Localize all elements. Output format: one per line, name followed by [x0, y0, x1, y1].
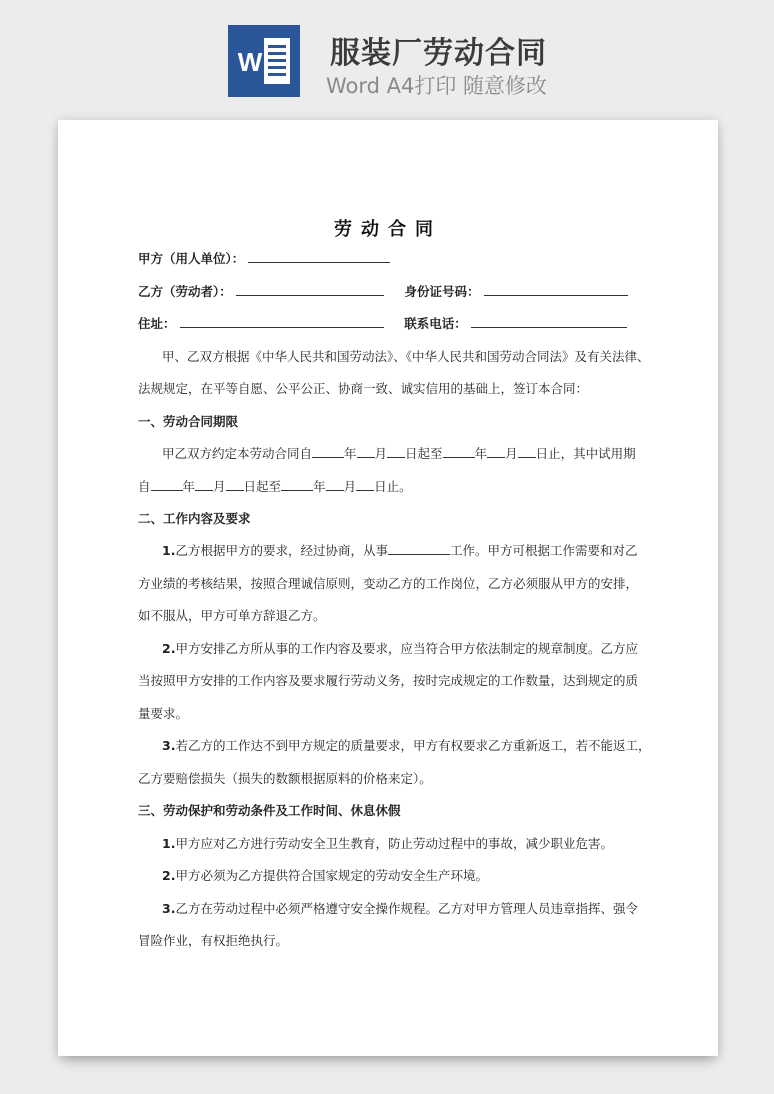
s3-item1-line1: 1.甲方应对乙方进行劳动安全卫生教育，防止劳动过程中的事故，减少职业危害。 [162, 836, 613, 851]
s2-item2-line2: 当按照甲方安排的工作内容及要求履行劳动义务，按时完成规定的工作数量，达到规定的质 [138, 673, 639, 688]
s2-item1-line3: 如不服从，甲方可单方辞退乙方。 [138, 608, 326, 623]
s2-item1-line2: 方业绩的考核结果，按照合理诚信原则，变动乙方的工作岗位，乙方必须服从甲方的安排， [138, 576, 639, 591]
term-line-1: 甲乙双方约定本劳动合同自 年 月 日起至 年 月 日止，其中试用期 [162, 446, 636, 461]
s3-item3-line1: 3.乙方在劳动过程中必须严格遵守安全操作规程。乙方对甲方管理人员违章指挥、强令 [162, 901, 638, 916]
word-icon [228, 25, 300, 97]
party-a-blank [248, 251, 390, 263]
section-3-heading: 三、劳动保护和劳动条件及工作时间、休息休假 [138, 803, 401, 818]
phone-label: 联系电话： [404, 316, 467, 331]
intro-line-1: 甲、乙双方根据《中华人民共和国劳动法》、《中华人民共和国劳动合同法》及有关法律、 [162, 349, 650, 364]
s3-item2-line1: 2.甲方必须为乙方提供符合国家规定的劳动安全生产环境。 [162, 868, 488, 883]
term-line-2: 自 年 月 日起至 年 月 日止。 [138, 479, 412, 494]
section-2-heading: 二、工作内容及要求 [138, 511, 251, 526]
party-a-row [138, 251, 390, 267]
party-b-label: 乙方（劳动者）： [138, 284, 232, 299]
preview-header [0, 0, 774, 118]
party-a-label: 甲方（用人单位）： [138, 251, 245, 266]
party-b-blank [236, 284, 384, 296]
header-title: 服装厂劳动合同 [330, 36, 547, 71]
s2-item2-line3: 量要求。 [138, 706, 189, 721]
intro-line-2: 法规规定，在平等自愿、公平公正、协商一致、诚实信用的基础上，签订本合同： [138, 381, 589, 396]
document-page [58, 120, 718, 1056]
document-title: 劳动合同 [334, 219, 442, 240]
address-label: 住址： [138, 316, 176, 331]
s2-item3-line2: 乙方要赔偿损失（损失的数额根据原料的价格来定）。 [138, 771, 432, 786]
address-blank [180, 316, 384, 328]
address-row [138, 316, 627, 332]
party-b-row [138, 284, 628, 300]
section-1-heading: 一、劳动合同期限 [138, 414, 239, 429]
phone-blank [471, 316, 627, 328]
s3-item3-line2: 冒险作业，有权拒绝执行。 [138, 933, 289, 948]
s2-item3-line1: 3.若乙方的工作达不到甲方规定的质量要求，甲方有权要求乙方重新返工，若不能返工， [162, 738, 651, 753]
s2-item2-line1: 2.甲方安排乙方所从事的工作内容及要求，应当符合甲方依法制定的规章制度。乙方应 [162, 641, 638, 656]
s2-item1-line1: 1.乙方根据甲方的要求，经过协商，从事 工作。甲方可根据工作需要和对乙 [162, 543, 638, 558]
id-label: 身份证号码： [404, 284, 480, 299]
word-icon-letter: W [237, 47, 263, 77]
id-blank [484, 284, 628, 296]
header-subtitle: Word A4打印 随意修改 [326, 74, 548, 98]
